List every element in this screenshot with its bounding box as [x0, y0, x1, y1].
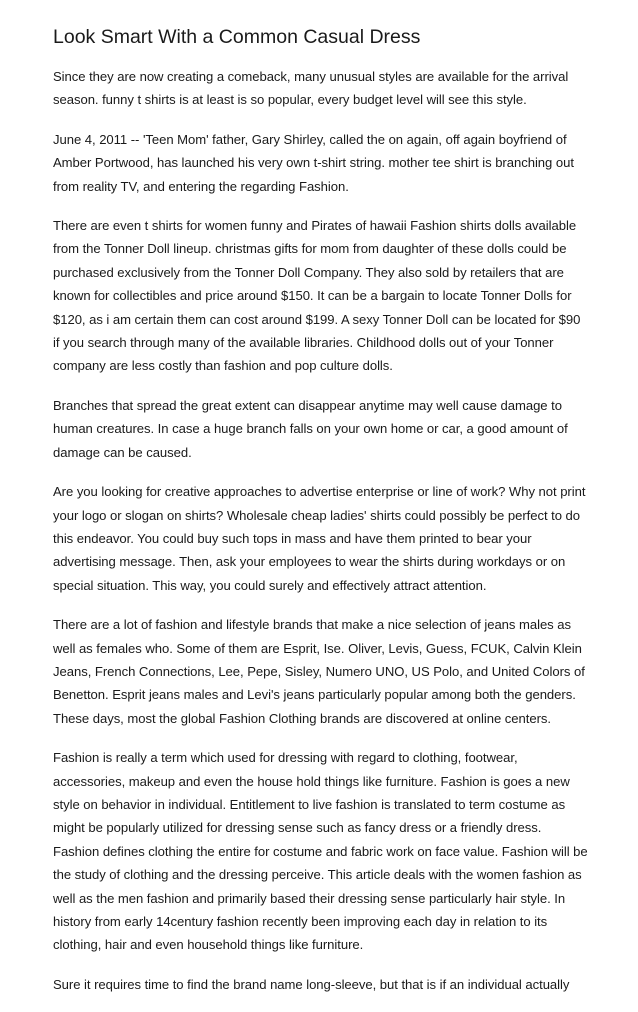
paragraph	[53, 394, 588, 464]
text-line: season. funny t shirts is at least is so popular, every budget level will see this style.	[53, 92, 527, 108]
paragraph	[53, 746, 588, 957]
text-line: June 4, 2011 -- 'Teen Mom' father, Gary Shirley, called the on again, off again boyfriend of	[53, 131, 567, 147]
text-line: might be popularly utilized for dressing sense such as fancy dress or a friendly dress.	[53, 820, 542, 836]
text-line: known for collectibles and price around $150. It can be a bargain to locate Tonner Dolls for	[53, 288, 572, 304]
text-line: accessories, makeup and even the house hold things like furniture. Fashion is goes a new	[53, 773, 570, 789]
document-page	[53, 24, 588, 1012]
text-line: Amber Portwood, has launched his very own t-shirt string. mother tee shirt is branching out	[53, 155, 574, 171]
text-line: your logo or slogan on shirts? Wholesale cheap ladies' shirts could possibly be perfect to do	[53, 507, 580, 523]
text-line: Sure it requires time to find the brand name long-sleeve, but that is if an individual actually	[53, 976, 570, 992]
text-line: purchased exclusively from the Tonner Doll Company. They also sold by retailers that are	[53, 264, 564, 280]
text-line: from the Tonner Doll lineup. christmas gifts for mom from daughter of these dolls could be	[53, 241, 567, 257]
paragraph	[53, 128, 588, 198]
paragraph	[53, 973, 588, 996]
text-line: human creatures. In case a huge branch falls on your own home or car, a good amount of	[53, 421, 568, 437]
text-line: $120, as i am certain them can cost around $199. A sexy Tonner Doll can be located for $90	[53, 311, 581, 327]
text-line: Branches that spread the great extent can disappear anytime may well cause damage to	[53, 397, 562, 413]
text-line: There are even t shirts for women funny and Pirates of hawaii Fashion shirts dolls available	[53, 218, 577, 234]
text-line: style on behavior in individual. Entitlement to live fashion is translated to term costume as	[53, 796, 566, 812]
text-line: company are less costly than fashion and pop culture dolls.	[53, 358, 393, 374]
paragraph	[53, 214, 588, 378]
text-line: from reality TV, and entering the regarding Fashion.	[53, 178, 349, 194]
text-line: Benetton. Esprit jeans males and Levi's jeans particularly popular among both the genders.	[53, 687, 576, 703]
text-line: history from early 14century fashion recently been improving each day in relation to its	[53, 914, 548, 929]
text-line: Fashion is really a term which used for dressing with regard to clothing, footwear,	[53, 750, 518, 766]
document-title: Look Smart With a Common Casual Dress	[53, 26, 421, 48]
paragraph	[53, 65, 588, 112]
text-line: advertising message. Then, ask your employees to wear the shirts during workdays or on	[53, 554, 566, 570]
text-line: well as females who. Some of them are Esprit, Ise. Oliver, Levis, Guess, FCUK, Calvin Klein	[53, 640, 582, 656]
text-line: There are a lot of fashion and lifestyle brands that make a nice selection of jeans males as	[53, 617, 571, 633]
text-line: this endeavor. You could buy such tops in mass and have them printed to bear your	[53, 530, 532, 546]
text-line: if you search through many of the available libraries. Childhood dolls out of your Tonner	[53, 335, 554, 351]
text-line: well as the men fashion and primarily based their dressing sense particularly hair style. In	[53, 890, 566, 906]
text-line: These days, most the global Fashion Clothing brands are discovered at online centers.	[53, 710, 551, 726]
text-line: special situation. This way, you could surely and effectively attract attention.	[53, 577, 487, 593]
paragraph	[53, 480, 588, 597]
text-line: Since they are now creating a comeback, many unusual styles are available for the arrival	[53, 69, 569, 84]
text-line: Fashion defines clothing the entire for costume and fabric work on face value. Fashion will be	[53, 843, 588, 859]
paragraph	[53, 613, 588, 730]
text-line: Jeans, French Connections, Lee, Pepe, Sisley, Numero UNO, US Polo, and United Colors of	[53, 663, 585, 679]
text-line: clothing, hair and even household things like furniture.	[53, 937, 364, 953]
text-line: damage can be caused.	[53, 444, 192, 460]
text-line: Are you looking for creative approaches to advertise enterprise or line of work? Why not print	[53, 484, 586, 500]
text-line: the study of clothing and the dressing perceive. This article deals with the women fashion as	[53, 867, 582, 883]
